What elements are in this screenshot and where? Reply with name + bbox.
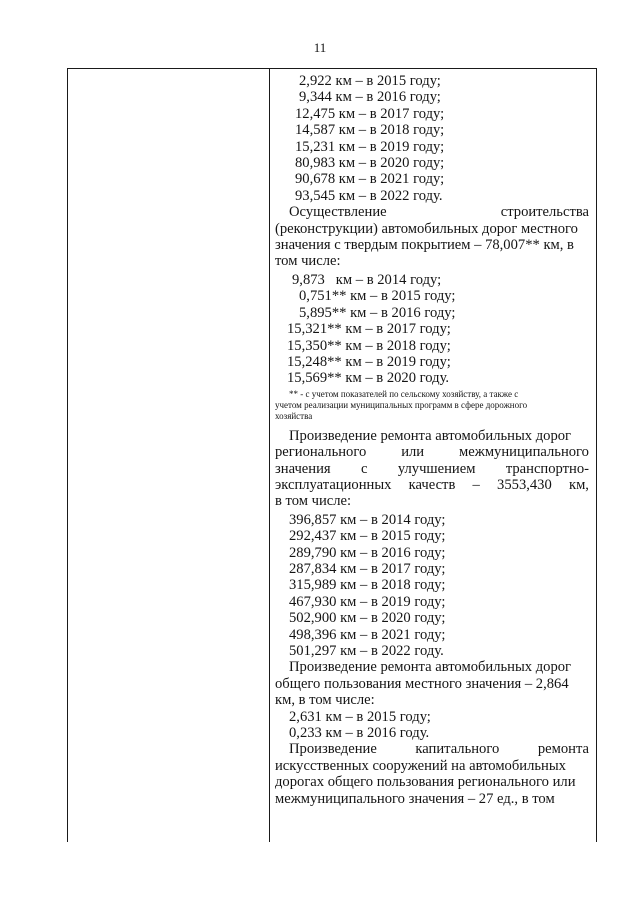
list-item: 315,989 км – в 2018 году; <box>289 577 446 594</box>
list-item: 9,873 км – в 2014 году; <box>292 271 442 288</box>
paragraph-line: Осуществление строительства <box>289 204 589 221</box>
paragraph-line: дорогах общего пользования регионального или <box>275 774 576 791</box>
list-item: 0,233 км – в 2016 году. <box>289 725 430 742</box>
list-item: 93,545 км – в 2022 году. <box>295 187 443 204</box>
paragraph-line: регионального или межмуниципального <box>275 444 589 461</box>
list-item: 9,344 км – в 2016 году; <box>299 89 441 106</box>
list-item: 498,396 км – в 2021 году; <box>289 626 446 643</box>
table-right-cell <box>270 69 596 842</box>
paragraph-line: значения с твердым покрытием – 78,007** км, в <box>275 237 574 254</box>
list-item: 2,922 км – в 2015 году; <box>299 73 441 89</box>
paragraph-local-repair <box>275 659 589 708</box>
list-item: 15,231 км – в 2019 году; <box>295 138 445 155</box>
list-item: 289,790 км – в 2016 году; <box>289 544 446 561</box>
list-item: 467,930 км – в 2019 году; <box>289 593 446 610</box>
footnote-line: ** - с учетом показателей по сельскому хозяйству, а также с <box>289 388 519 399</box>
list-item: 15,248** км – в 2019 году; <box>287 353 451 370</box>
paragraph-line: в том числе: <box>275 493 352 510</box>
list-item: 396,857 км – в 2014 году; <box>289 511 446 528</box>
yearly-list-block3 <box>275 512 589 660</box>
footnote <box>275 389 589 422</box>
footnote-line: хозяйства <box>275 410 313 421</box>
paragraph-line: Произведение капитального ремонта <box>289 741 589 758</box>
list-item: 14,587 км – в 2018 году; <box>295 122 445 139</box>
list-item: 501,297 км – в 2022 году. <box>289 643 444 659</box>
list-item: 15,321** км – в 2017 году; <box>287 321 451 338</box>
paragraph-line: Произведение ремонта автомобильных дорог <box>289 427 572 444</box>
list-item: 80,983 км – в 2020 году; <box>295 155 445 172</box>
yearly-list-block1 <box>275 73 589 204</box>
paragraph-line: км, в том числе: <box>275 692 375 709</box>
paragraph-line: межмуниципального значения – 27 ед., в том <box>275 790 555 807</box>
list-item: 90,678 км – в 2021 году; <box>295 171 445 188</box>
paragraph-line: (реконструкции) автомобильных дорог местного <box>275 220 578 237</box>
list-item: 502,900 км – в 2020 году; <box>289 610 446 627</box>
page-number: 11 <box>313 40 327 55</box>
paragraph-line: значения с улучшением транспортно- <box>275 460 589 477</box>
yearly-list-block4 <box>275 709 589 742</box>
paragraph-line: эксплуатационных качеств – 3553,430 км, <box>275 476 589 493</box>
paragraph-line: Произведение ремонта автомобильных дорог <box>289 659 572 676</box>
list-item: 0,751** км – в 2015 году; <box>299 288 456 305</box>
paragraph-regional-repair <box>275 428 589 510</box>
paragraph-line: том числе: <box>275 253 341 270</box>
list-item: 15,569** км – в 2020 году. <box>287 370 450 387</box>
paragraph-line: общего пользования местного значения – 2,864 <box>275 675 569 692</box>
list-item: 5,895** км – в 2016 году; <box>299 304 456 321</box>
footnote-line: учетом реализации муниципальных программ в сфере дорожного <box>275 399 528 410</box>
list-item: 287,834 км – в 2017 году; <box>289 560 446 577</box>
paragraph-construction <box>275 204 589 270</box>
table-left-cell <box>68 69 270 842</box>
paragraph-line: искусственных сооружений на автомобильных <box>275 757 566 774</box>
list-item: 292,437 км – в 2015 году; <box>289 528 446 545</box>
list-item: 2,631 км – в 2015 году; <box>289 708 431 725</box>
list-item: 15,350** км – в 2018 году; <box>287 337 451 354</box>
list-item: 12,475 км – в 2017 году; <box>295 105 445 122</box>
paragraph-capital-repair <box>275 741 589 807</box>
document-table <box>67 68 597 842</box>
yearly-list-block2 <box>275 272 589 387</box>
